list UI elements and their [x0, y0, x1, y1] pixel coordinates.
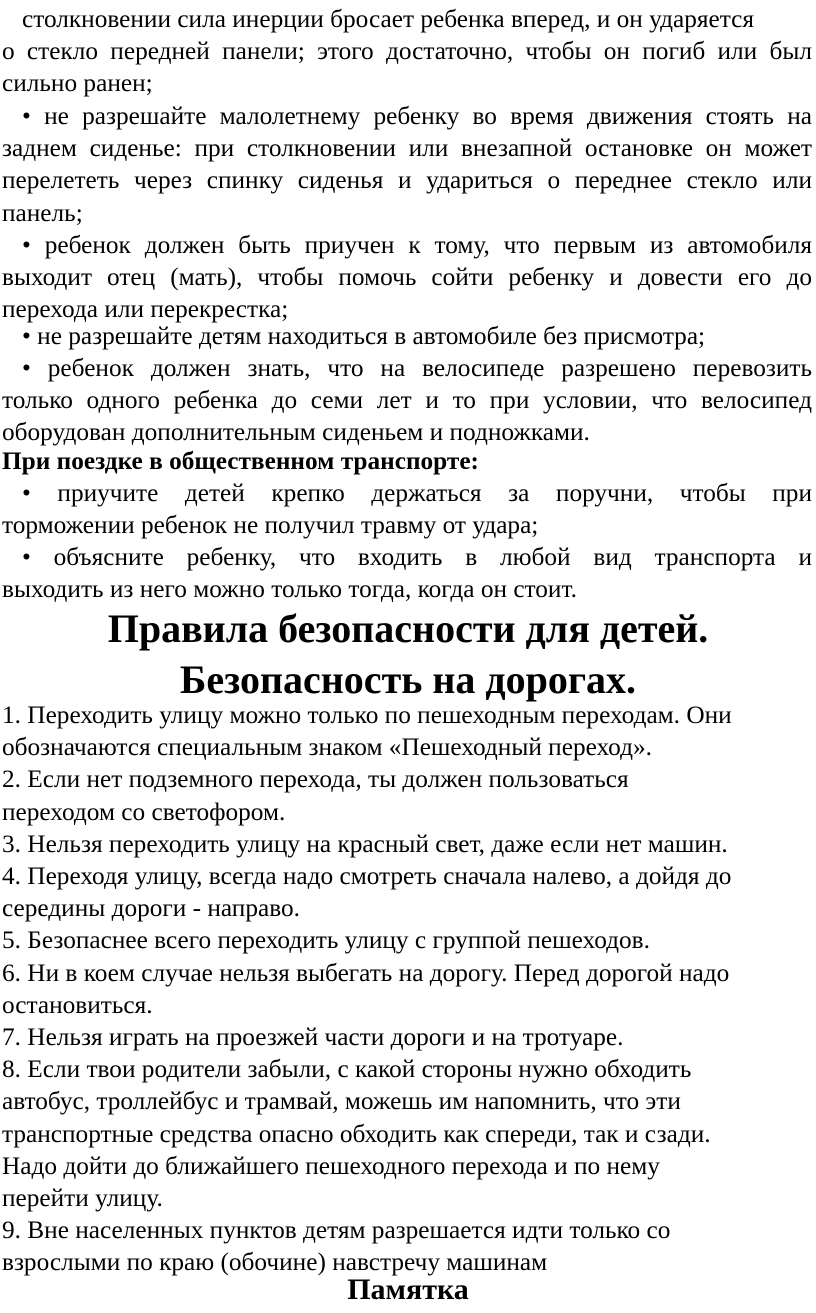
text-line: торможении ребенок не получил травму от удара;	[2, 511, 539, 540]
text-line: • приучите детей крепко держаться за поручни, чтобы при	[22, 479, 812, 507]
text-line: заднем сиденье: при столкновении или внезапной остановке он может	[2, 134, 812, 163]
text-line: Надо дойти до ближайшего пешеходного перехода и по нему	[2, 1151, 660, 1180]
text-line: 3. Нельзя переходить улицу на красный свет, даже если нет машин.	[2, 829, 728, 858]
transport-paragraph-2	[2, 541, 812, 605]
text-line: • не разрешайте детям находиться в автомобиле без присмотра;	[22, 322, 706, 350]
intro-paragraph-1	[2, 3, 812, 100]
text-line: оборудован дополнительным сиденьем и подножками.	[2, 418, 590, 447]
text-line: середины дороги - направо.	[2, 894, 300, 923]
text-line: • объясните ребенку, что входить в любой вид транспорта и	[22, 543, 812, 571]
text-line: автобус, троллейбус и трамвай, можешь им напомнить, что эти	[2, 1087, 681, 1116]
memo-heading: Памятка	[347, 1273, 469, 1306]
text-line: выходить из него можно только тогда, когда он стоит.	[2, 575, 577, 604]
text-line: перехода или перекрестка;	[2, 295, 289, 324]
text-line: о стекло передней панели; этого достаточно, чтобы он погиб или был	[2, 37, 812, 66]
intro-paragraph-2	[2, 100, 812, 229]
text-line: • ребенок должен быть приучен к тому, что первым из автомобиля	[22, 231, 812, 259]
text-line: остановиться.	[2, 990, 153, 1019]
page-title-line-1: Правила безопасности для детей.	[107, 606, 709, 651]
list-item	[2, 1214, 812, 1278]
text-line: 1. Переходить улицу можно только по пешеходным переходам. Они	[2, 701, 732, 729]
intro-paragraph-3	[2, 229, 812, 326]
rules-list	[2, 699, 812, 1279]
list-item	[2, 957, 812, 1021]
text-line: 2. Если нет подземного перехода, ты должен пользоваться	[2, 765, 629, 794]
list-item	[2, 924, 812, 956]
text-line: перелететь через спинку сиденья и удариться о переднее стекло или	[2, 166, 812, 195]
transport-paragraph-1	[2, 477, 812, 541]
text-line: • не разрешайте малолетнему ребенку во время движения стоять на	[22, 102, 812, 130]
list-item	[2, 1053, 812, 1214]
list-item	[2, 763, 812, 827]
text-line: выходит отец (мать), чтобы помочь сойти ребенку и довести его до	[2, 263, 812, 292]
text-line: 6. Ни в коем случае нельзя выбегать на дорогу. Перед дорогой надо	[2, 958, 730, 987]
text-line: 9. Вне населенных пунктов детям разрешается идти только со	[2, 1216, 671, 1245]
text-line: • ребенок должен знать, что на велосипеде разрешено перевозить	[22, 354, 812, 382]
text-line: переходом со светофором.	[2, 797, 286, 826]
text-line: 8. Если твои родители забыли, с какой стороны нужно обходить	[2, 1055, 692, 1084]
text-line: 5. Безопаснее всего переходить улицу с группой пешеходов.	[2, 926, 650, 955]
list-item	[2, 860, 812, 924]
text-line: обозначаются специальным знаком «Пешеходный переход».	[2, 733, 652, 762]
list-item	[2, 699, 812, 763]
list-item	[2, 1021, 812, 1053]
text-line: сильно ранен;	[2, 69, 153, 98]
text-line: взрослыми по краю (обочине) навстречу машинам	[2, 1248, 548, 1277]
page-title-line-2: Безопасность на дорогах.	[179, 657, 637, 702]
transport-heading: При поездке в общественном транспорте:	[2, 447, 479, 475]
text-line: 4. Переходя улицу, всегда надо смотреть сначала налево, а дойдя до	[2, 862, 732, 891]
intro-paragraph-5	[2, 352, 812, 449]
text-line: транспортные средства опасно обходить как спереди, так и сзади.	[2, 1119, 711, 1148]
text-line: столкновении сила инерции бросает ребенка вперед, и он ударяется	[22, 5, 755, 33]
intro-paragraph-4	[2, 320, 812, 352]
list-item	[2, 828, 812, 860]
text-line: 7. Нельзя играть на проезжей части дороги и на тротуаре.	[2, 1023, 624, 1052]
text-line: только одного ребенка до семи лет и то при условии, что велосипед	[2, 386, 812, 415]
text-line: панель;	[2, 198, 83, 227]
text-line: перейти улицу.	[2, 1184, 163, 1213]
